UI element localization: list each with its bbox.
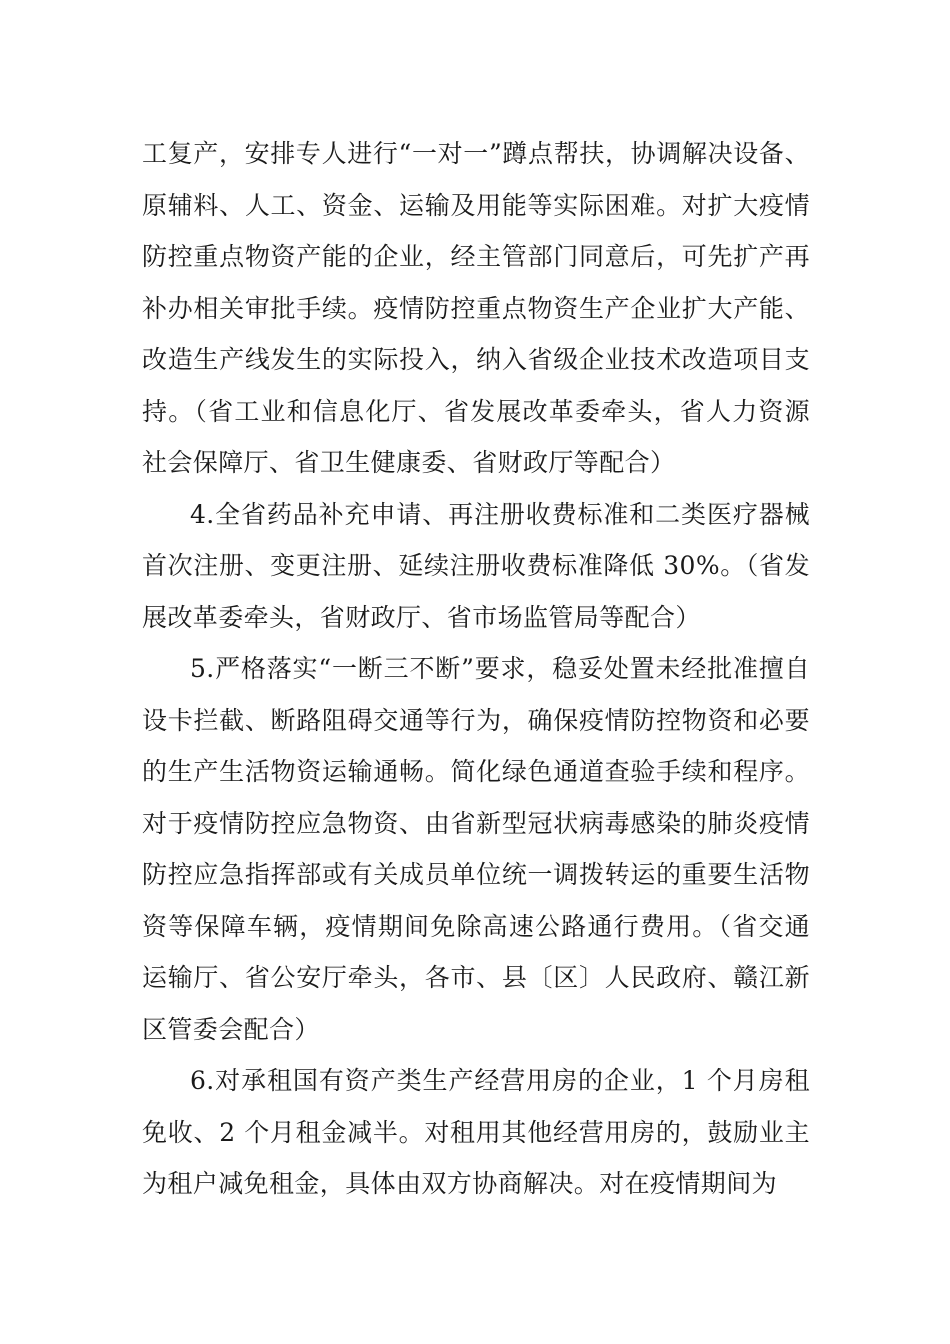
paragraph-continuation: 工复产，安排专人进行“一对一”蹲点帮扶，协调解决设备、原辅料、人工、资金、运输及用能等实际困难。对扩大疫情防控重点物资产能的企业，经主管部门同意后，可先扩产再补办相关审批手续。疫情防控重点物资生产企业扩大产能、改造生产线发生的实际投入，纳入省级企业技术改造项目支持。（省工业和信息化厅、省发展改革委牵头，省人力资源社会保障厅、省卫生健康委、省财政厅等配合）	[142, 139, 810, 477]
paragraph-item-4: 4.全省药品补充申请、再注册收费标准和二类医疗器械首次注册、变更注册、延续注册收费标准降低 30%。（省发展改革委牵头，省财政厅、省市场监管局等配合）	[142, 499, 810, 632]
document-body	[142, 128, 810, 1210]
paragraph-item-5: 5.严格落实“一断三不断”要求，稳妥处置未经批准擅自设卡拦截、断路阻碍交通等行为，确保疫情防控物资和必要的生产生活物资运输通畅。简化绿色通道查验手续和程序。对于疫情防控应急物资、由省新型冠状病毒感染的肺炎疫情防控应急指挥部或有关成员单位统一调拨转运的重要生活物资等保障车辆，疫情期间免除高速公路通行费用。（省交通运输厅、省公安厅牵头，各市、县〔区〕人民政府、赣江新区管委会配合）	[142, 654, 810, 1044]
paragraph-item-6: 6.对承租国有资产类生产经营用房的企业，1 个月房租免收、2 个月租金减半。对租用其他经营用房的，鼓励业主为租户减免租金，具体由双方协商解决。对在疫情期间为	[142, 1066, 810, 1198]
